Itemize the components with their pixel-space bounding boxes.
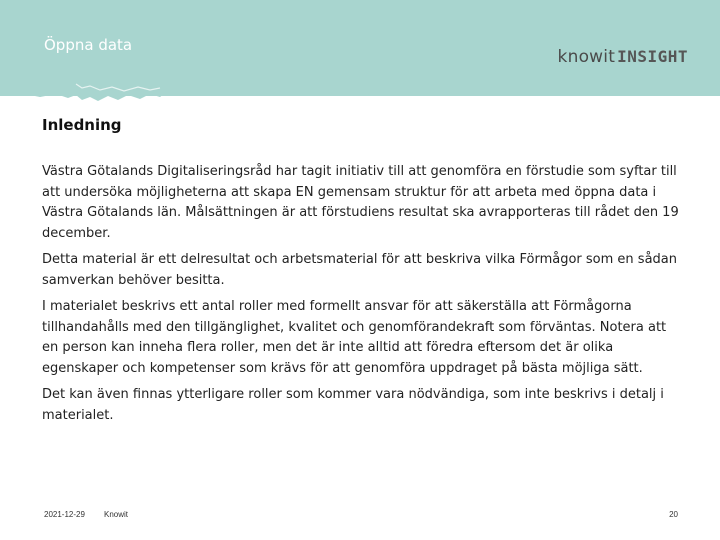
- section-heading: Inledning: [42, 116, 122, 134]
- knowit-insight-logo: [558, 47, 688, 71]
- footer-date: 2021-12-29: [44, 510, 85, 519]
- logo-brand: knowit: [557, 47, 616, 67]
- footer-company: Knowit: [104, 510, 129, 519]
- paragraph: Detta material är ett delresultat och arbetsmaterial för att beskriva vilka Förmågor som en sådan samverkan behöver besitta.: [42, 252, 677, 288]
- banner-rough-edge: [0, 78, 720, 108]
- page-title: Öppna data: [44, 36, 133, 54]
- footer-page-number: 20: [669, 510, 678, 519]
- paragraph: Det kan även finnas ytterligare roller som kommer vara nödvändiga, som inte beskrivs i detalj i materialet.: [42, 387, 664, 423]
- body-text: [42, 162, 682, 432]
- paragraph: I materialet beskrivs ett antal roller med formellt ansvar för att säkerställa att Förmågorna tillhandahålls med den tillgänglighet, kvalitet och genomförandekraft som förväntas. Notera att en person kan inneha flera roller, men det är inte alltid att föredra eftersom det är olika egenskaper och kompetenser som krävs för att genomföra uppdraget på bästa möjliga sätt.: [42, 299, 667, 376]
- paragraph: Västra Götalands Digitaliseringsråd har tagit initiativ till att genomföra en förstudie som syftar till att undersöka möjligheterna att skapa EN gemensam struktur för att arbeta med öppna data i Västra Götalands län. Målsättningen är att förstudiens resultat ska avrapporteras till rådet den 19 december.: [42, 164, 679, 241]
- logo-product: INSIGHT: [617, 47, 688, 66]
